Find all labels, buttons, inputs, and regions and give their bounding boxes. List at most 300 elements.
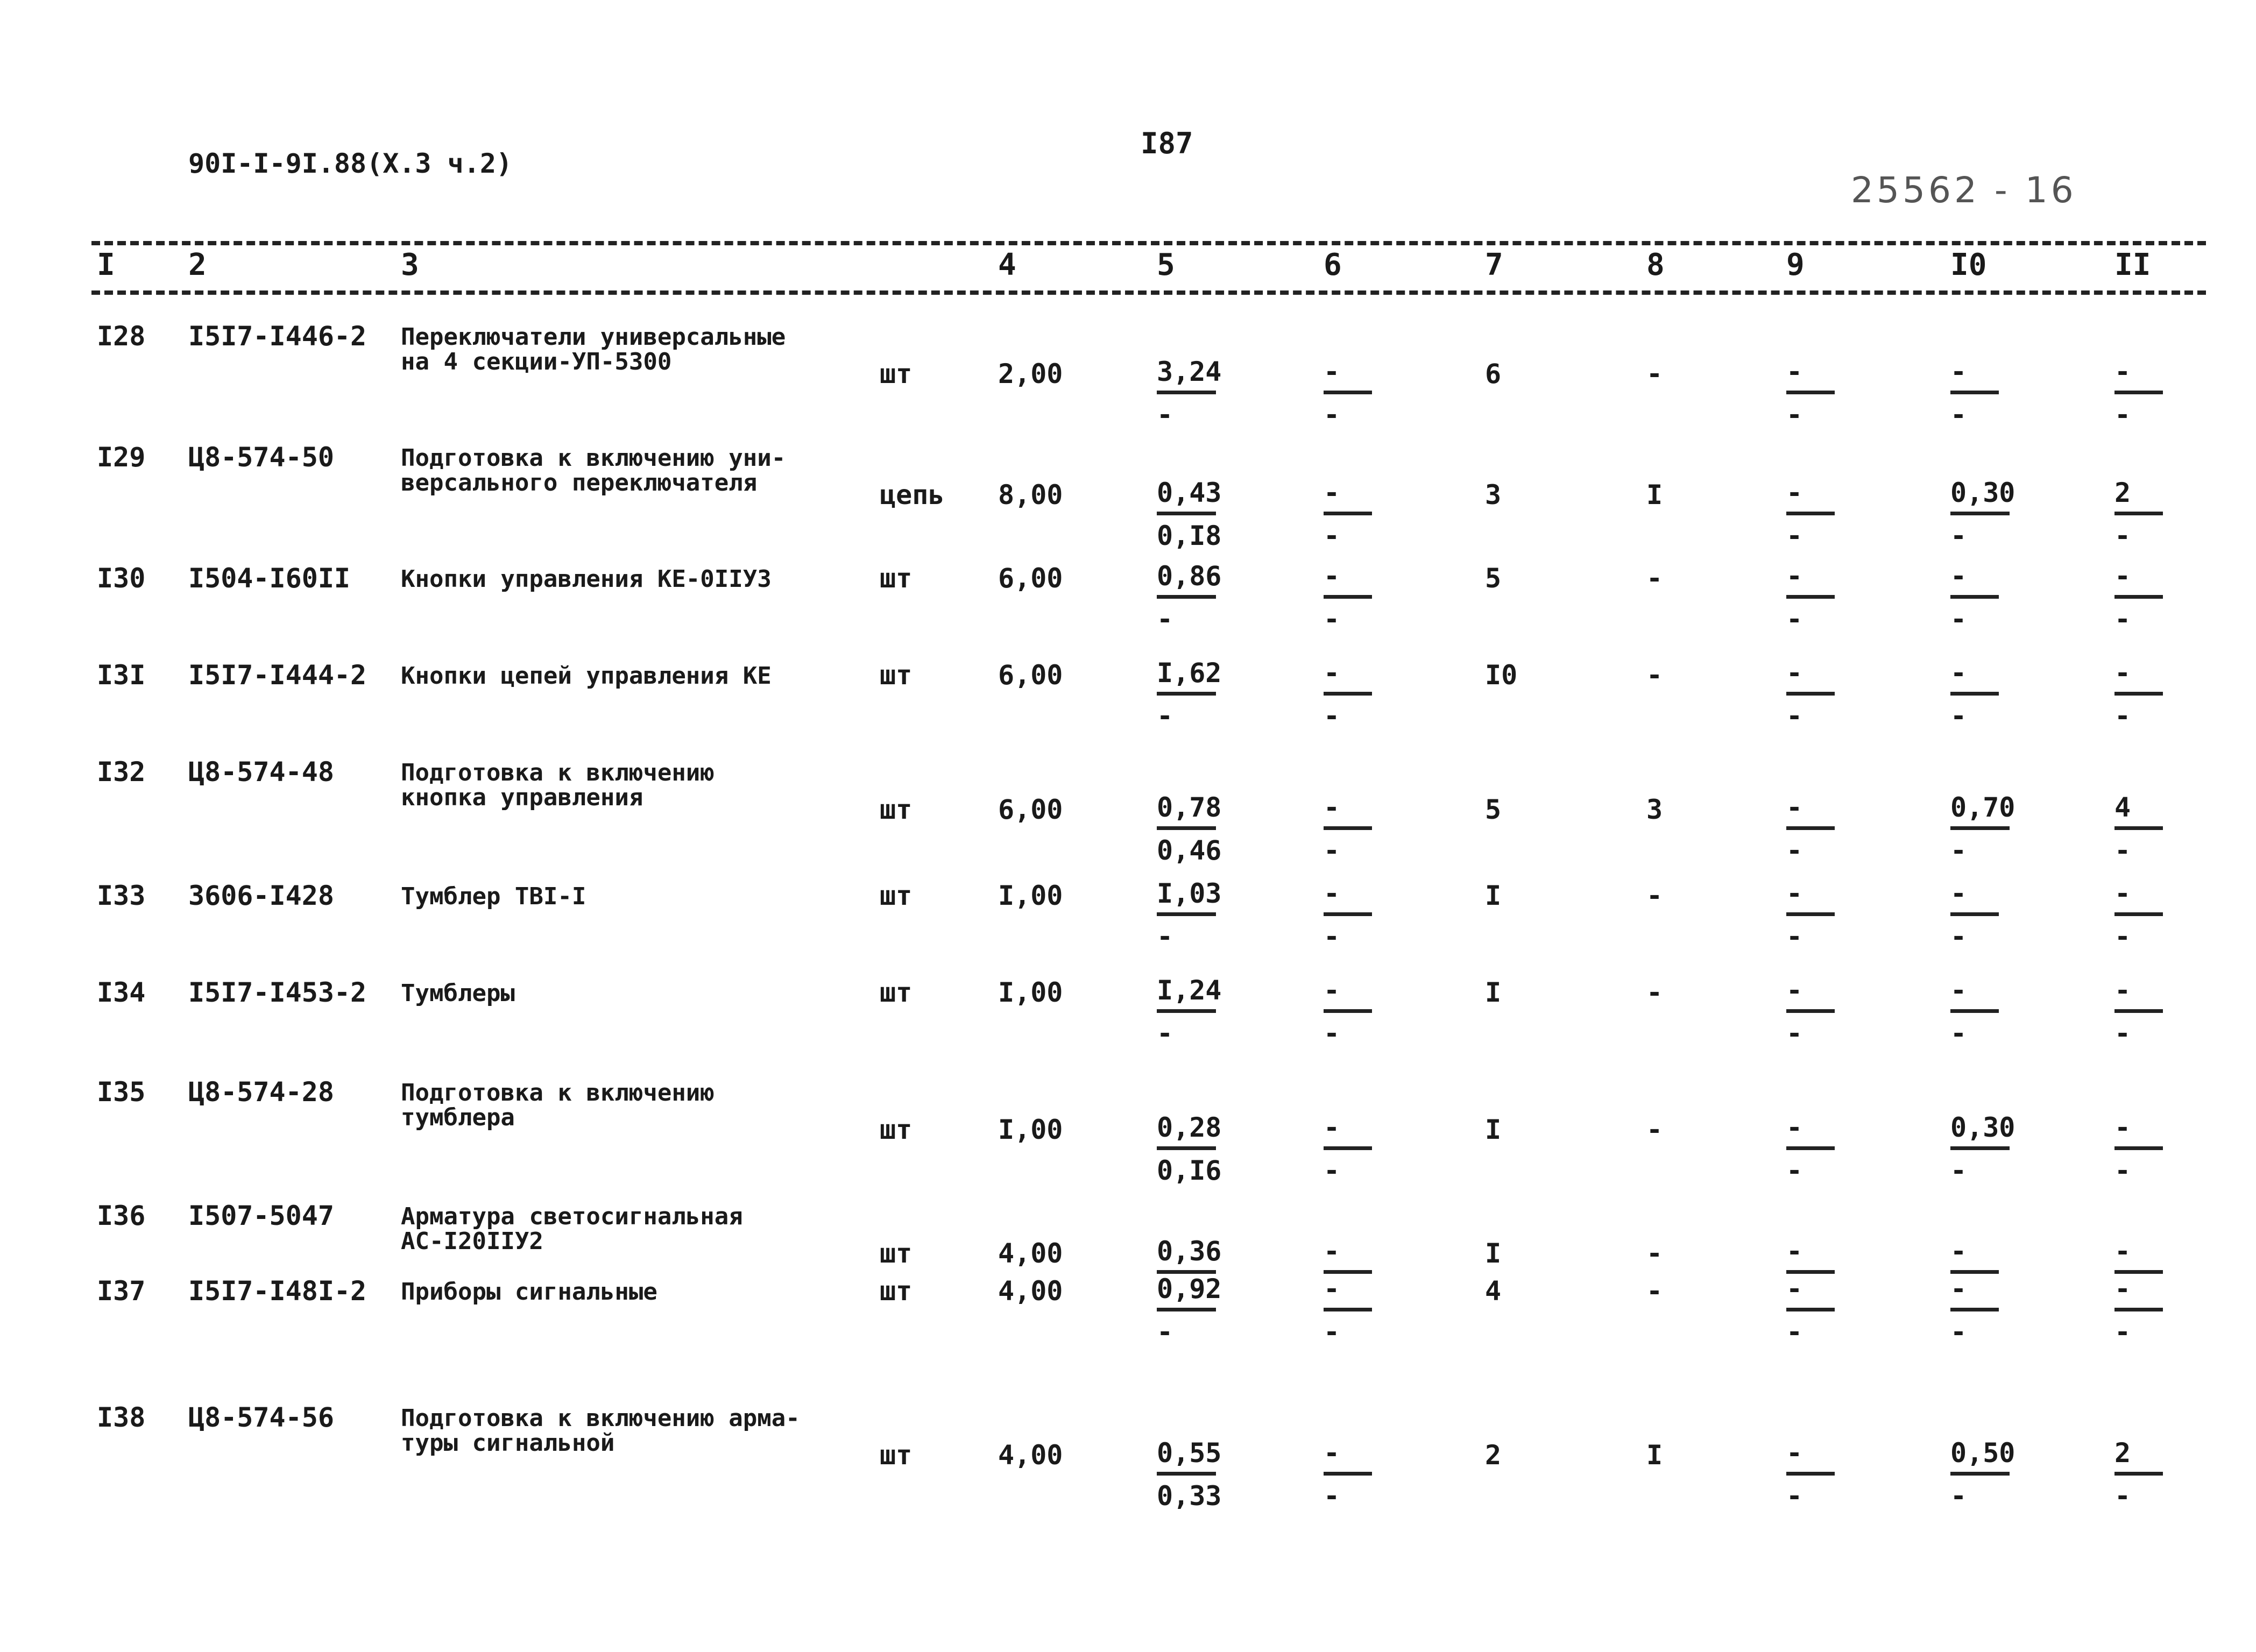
- item-description: Кнопки цепей управления КЕ: [401, 662, 772, 690]
- col7-value: I: [1485, 977, 1502, 1008]
- col5-value-numerator: 0,43: [1157, 477, 1222, 508]
- col5-value-numerator: I,03: [1157, 878, 1222, 909]
- col7-value: 5: [1485, 794, 1502, 825]
- col5-value: [1157, 477, 1221, 551]
- table-header-rule: [91, 290, 2206, 295]
- col5-value-numerator: 0,28: [1157, 1112, 1222, 1143]
- col9-value: [1786, 878, 1835, 952]
- col6-value-numerator: -: [1324, 356, 1340, 387]
- col9-value-numerator: -: [1786, 792, 1803, 823]
- item-description: Подготовка к включению арма-: [401, 1405, 800, 1432]
- col9-value-numerator: -: [1786, 657, 1803, 689]
- col6-value-denominator: -: [1324, 520, 1340, 551]
- col11-value-numerator: -: [2114, 1236, 2131, 1267]
- unit: шт: [880, 563, 913, 594]
- fraction-bar: [1324, 512, 1372, 515]
- col9-value-denominator: -: [1786, 1316, 1803, 1348]
- col10-value: [1950, 657, 1999, 731]
- fraction-bar: [1786, 692, 1835, 696]
- fraction-bar: [2114, 1009, 2163, 1013]
- col9-value: [1786, 792, 1835, 866]
- column-number: 2: [188, 247, 207, 282]
- col7-value: 2: [1485, 1440, 1502, 1471]
- quantity: 4,00: [998, 1275, 1063, 1307]
- column-number: 7: [1485, 247, 1503, 282]
- quantity: 2,00: [998, 358, 1063, 389]
- col5-value-denominator: -: [1157, 700, 1173, 732]
- col9-value-denominator: -: [1786, 1155, 1803, 1186]
- col10-value-numerator: 0,70: [1950, 792, 2015, 823]
- col11-value: [2114, 356, 2163, 430]
- unit: шт: [880, 1114, 913, 1145]
- column-number: 5: [1157, 247, 1175, 282]
- item-description: Тумблер ТВI-I: [401, 883, 586, 910]
- col6-value-numerator: -: [1324, 657, 1340, 689]
- col10-value: [1950, 878, 1999, 952]
- row-number: I28: [97, 321, 146, 352]
- col6-value: [1324, 356, 1372, 430]
- col9-value-denominator: -: [1786, 700, 1803, 732]
- col5-value-numerator: 0,78: [1157, 792, 1222, 823]
- row-number: I32: [97, 756, 146, 788]
- item-description-cont: туры сигнальной: [401, 1429, 615, 1457]
- fraction-bar: [1786, 1472, 1835, 1476]
- col10-value: [1950, 561, 1999, 634]
- col9-value-numerator: -: [1786, 975, 1803, 1006]
- fraction-bar: [1950, 1009, 1999, 1013]
- col5-value-numerator: I,62: [1157, 657, 1222, 689]
- fraction-bar: [1157, 1009, 1216, 1013]
- col8-value: -: [1646, 977, 1663, 1008]
- col10-value: [1950, 356, 1999, 430]
- fraction-bar: [1786, 391, 1835, 394]
- col6-value: [1324, 975, 1372, 1048]
- col5-value: [1157, 1273, 1221, 1347]
- col11-value-denominator: -: [2114, 604, 2131, 635]
- col5-value: [1157, 356, 1221, 430]
- col10-value-numerator: -: [1950, 878, 1967, 909]
- col6-value: [1324, 561, 1372, 634]
- fraction-bar: [1157, 1146, 1216, 1150]
- col6-value-denominator: -: [1324, 835, 1340, 866]
- col11-value: [2114, 657, 2163, 731]
- col11-value: [2114, 561, 2163, 634]
- col11-value-numerator: 2: [2114, 477, 2131, 508]
- col5-value: [1157, 1437, 1221, 1511]
- col6-value-denominator: -: [1324, 399, 1340, 430]
- col11-value: [2114, 975, 2163, 1048]
- col10-value-denominator: -: [1950, 1316, 1967, 1348]
- col6-value-denominator: -: [1324, 1155, 1340, 1186]
- fraction-bar: [1786, 512, 1835, 515]
- column-number: 3: [401, 247, 419, 282]
- fraction-bar: [1157, 595, 1216, 599]
- col9-value-numerator: -: [1786, 1236, 1803, 1267]
- quantity: I,00: [998, 977, 1063, 1008]
- col9-value-numerator: -: [1786, 561, 1803, 592]
- fraction-bar: [1786, 1146, 1835, 1150]
- unit: шт: [880, 794, 913, 825]
- col10-value-numerator: -: [1950, 1273, 1967, 1304]
- fraction-bar: [1786, 912, 1835, 916]
- col9-value-denominator: -: [1786, 1480, 1803, 1512]
- col11-value-denominator: -: [2114, 1155, 2131, 1186]
- col7-value: 5: [1485, 563, 1502, 594]
- col6-value-numerator: -: [1324, 1236, 1340, 1267]
- col11-value: [2114, 792, 2163, 866]
- col11-value-numerator: -: [2114, 975, 2131, 1006]
- col6-value-numerator: -: [1324, 1437, 1340, 1469]
- col5-value-denominator: 0,33: [1157, 1480, 1222, 1512]
- item-description-cont: АС-I20IIУ2: [401, 1228, 543, 1255]
- col10-value: [1950, 1112, 2015, 1186]
- col9-value-numerator: -: [1786, 878, 1803, 909]
- column-number: 9: [1786, 247, 1805, 282]
- col6-value-denominator: -: [1324, 921, 1340, 952]
- fraction-bar: [1324, 1472, 1372, 1476]
- col11-value: [2114, 1273, 2163, 1347]
- price-code: Ц8-574-56: [188, 1402, 334, 1433]
- column-number: I0: [1950, 247, 1987, 282]
- col5-value-numerator: 0,92: [1157, 1273, 1222, 1304]
- price-code: I5I7-I48I-2: [188, 1275, 367, 1307]
- row-number: I36: [97, 1200, 146, 1231]
- col5-value-numerator: 0,86: [1157, 561, 1222, 592]
- col7-value: I0: [1485, 660, 1518, 691]
- unit: шт: [880, 977, 913, 1008]
- col10-value: [1950, 1437, 2015, 1511]
- price-code: Ц8-574-50: [188, 442, 334, 473]
- column-number: II: [2114, 247, 2151, 282]
- col11-value-denominator: -: [2114, 700, 2131, 732]
- col6-value: [1324, 1112, 1372, 1186]
- col5-value-denominator: -: [1157, 604, 1173, 635]
- col7-value: 6: [1485, 358, 1502, 389]
- fraction-bar: [1950, 912, 1999, 916]
- col7-value: 3: [1485, 479, 1502, 511]
- fraction-bar: [1786, 1308, 1835, 1311]
- col9-value: [1786, 477, 1835, 551]
- col11-value: [2114, 477, 2163, 551]
- col11-value: [2114, 1437, 2163, 1511]
- fraction-bar: [2114, 595, 2163, 599]
- fraction-bar: [1157, 1472, 1216, 1476]
- price-code: I5I7-I446-2: [188, 321, 367, 352]
- col10-value-numerator: 0,50: [1950, 1437, 2015, 1469]
- price-code: I5I7-I453-2: [188, 977, 367, 1008]
- col9-value-denominator: -: [1786, 520, 1803, 551]
- col8-value: -: [1646, 563, 1663, 594]
- fraction-bar: [1324, 391, 1372, 394]
- fraction-bar: [1324, 1146, 1372, 1150]
- col6-value: [1324, 1437, 1372, 1511]
- table-top-rule: [91, 241, 2206, 245]
- col10-value-denominator: -: [1950, 1155, 1967, 1186]
- col9-value-denominator: -: [1786, 921, 1803, 952]
- col6-value: [1324, 792, 1372, 866]
- col11-value-denominator: -: [2114, 1316, 2131, 1348]
- fraction-bar: [1157, 912, 1216, 916]
- fraction-bar: [1324, 1009, 1372, 1013]
- col5-value-denominator: 0,I6: [1157, 1155, 1222, 1186]
- fraction-bar: [1324, 595, 1372, 599]
- fraction-bar: [1950, 391, 1999, 394]
- col8-value: I: [1646, 479, 1663, 511]
- col5-value-denominator: -: [1157, 1018, 1173, 1049]
- row-number: I3I: [97, 660, 146, 691]
- col6-value: [1324, 878, 1372, 952]
- col11-value-denominator: -: [2114, 1018, 2131, 1049]
- col5-value-numerator: 3,24: [1157, 356, 1222, 387]
- col10-value-denominator: -: [1950, 1018, 1967, 1049]
- item-description-cont: тумблера: [401, 1104, 515, 1131]
- col9-value-denominator: -: [1786, 399, 1803, 430]
- col9-value-numerator: -: [1786, 356, 1803, 387]
- col9-value-numerator: -: [1786, 1273, 1803, 1304]
- col9-value: [1786, 1437, 1835, 1511]
- fraction-bar: [1786, 826, 1835, 830]
- col9-value: [1786, 1112, 1835, 1186]
- unit: шт: [880, 1440, 913, 1471]
- fraction-bar: [2114, 391, 2163, 394]
- col6-value-denominator: -: [1324, 604, 1340, 635]
- col6-value-denominator: -: [1324, 1316, 1340, 1348]
- fraction-bar: [1324, 1308, 1372, 1311]
- col11-value-numerator: -: [2114, 356, 2131, 387]
- price-code: Ц8-574-48: [188, 756, 334, 788]
- col6-value-denominator: -: [1324, 1018, 1340, 1049]
- col5-value-denominator: 0,I8: [1157, 520, 1222, 551]
- fraction-bar: [1324, 912, 1372, 916]
- col6-value-numerator: -: [1324, 477, 1340, 508]
- fraction-bar: [1324, 826, 1372, 830]
- col10-value-denominator: -: [1950, 700, 1967, 732]
- col10-value-numerator: 0,30: [1950, 1112, 2015, 1143]
- fraction-bar: [2114, 1472, 2163, 1476]
- fraction-bar: [1950, 595, 1999, 599]
- col5-value-denominator: -: [1157, 399, 1173, 430]
- fraction-bar: [1786, 1009, 1835, 1013]
- col10-value-denominator: -: [1950, 835, 1967, 866]
- col6-value-denominator: -: [1324, 1480, 1340, 1512]
- col7-value: 4: [1485, 1275, 1502, 1307]
- quantity: 6,00: [998, 563, 1063, 594]
- col11-value-denominator: -: [2114, 399, 2131, 430]
- quantity: I,00: [998, 880, 1063, 911]
- unit: шт: [880, 880, 913, 911]
- col11-value-denominator: -: [2114, 835, 2131, 866]
- col6-value-numerator: -: [1324, 792, 1340, 823]
- fraction-bar: [2114, 1308, 2163, 1311]
- col10-value-numerator: 0,30: [1950, 477, 2015, 508]
- quantity: 8,00: [998, 479, 1063, 511]
- col5-value-numerator: I,24: [1157, 975, 1222, 1006]
- unit: цепь: [880, 479, 945, 511]
- col6-value: [1324, 477, 1372, 551]
- col5-value: [1157, 1112, 1221, 1186]
- quantity: 4,00: [998, 1440, 1063, 1471]
- col9-value: [1786, 975, 1835, 1048]
- fraction-bar: [1950, 1146, 2010, 1150]
- column-number: I: [97, 247, 115, 282]
- quantity: 6,00: [998, 794, 1063, 825]
- col9-value: [1786, 1273, 1835, 1347]
- row-number: I29: [97, 442, 146, 473]
- item-description-cont: на 4 секции-УП-5300: [401, 348, 672, 375]
- col6-value-numerator: -: [1324, 1112, 1340, 1143]
- unit: шт: [880, 660, 913, 691]
- col7-value: I: [1485, 1114, 1502, 1145]
- col9-value-numerator: -: [1786, 1112, 1803, 1143]
- col10-value-numerator: -: [1950, 975, 1967, 1006]
- col8-value: -: [1646, 880, 1663, 911]
- col6-value-numerator: -: [1324, 878, 1340, 909]
- col5-value: [1157, 561, 1221, 634]
- col10-value-denominator: -: [1950, 520, 1967, 551]
- unit: шт: [880, 358, 913, 389]
- col8-value: -: [1646, 1275, 1663, 1307]
- column-number: 8: [1646, 247, 1665, 282]
- item-description: Подготовка к включению: [401, 759, 715, 786]
- col8-value: 3: [1646, 794, 1663, 825]
- col5-value-denominator: 0,46: [1157, 835, 1222, 866]
- price-code: I507-5047: [188, 1200, 334, 1231]
- column-number: 6: [1324, 247, 1342, 282]
- col11-value: [2114, 878, 2163, 952]
- col5-value: [1157, 878, 1221, 952]
- col8-value: -: [1646, 1114, 1663, 1145]
- col10-value-numerator: -: [1950, 657, 1967, 689]
- col6-value-numerator: -: [1324, 975, 1340, 1006]
- col10-value-numerator: -: [1950, 561, 1967, 592]
- item-description: Подготовка к включению уни-: [401, 444, 786, 472]
- col5-value-numerator: 0,36: [1157, 1236, 1222, 1267]
- item-description: Подготовка к включению: [401, 1079, 715, 1107]
- sheet-number: 25562 - 16: [1851, 169, 2077, 211]
- col11-value-numerator: -: [2114, 657, 2131, 689]
- col11-value-numerator: 4: [2114, 792, 2131, 823]
- col6-value-numerator: -: [1324, 561, 1340, 592]
- col10-value-denominator: -: [1950, 1480, 1967, 1512]
- col10-value-denominator: -: [1950, 604, 1967, 635]
- fraction-bar: [1157, 512, 1216, 515]
- column-number: 4: [998, 247, 1016, 282]
- col10-value-denominator: -: [1950, 921, 1967, 952]
- price-code: 3606-I428: [188, 880, 334, 911]
- fraction-bar: [1786, 595, 1835, 599]
- col10-value: [1950, 477, 2015, 551]
- item-description-cont: кнопка управления: [401, 784, 643, 811]
- unit: шт: [880, 1275, 913, 1307]
- fraction-bar: [2114, 692, 2163, 696]
- col7-value: I: [1485, 1238, 1502, 1269]
- col7-value: I: [1485, 880, 1502, 911]
- quantity: I,00: [998, 1114, 1063, 1145]
- fraction-bar: [1950, 1308, 1999, 1311]
- fraction-bar: [2114, 826, 2163, 830]
- quantity: 6,00: [998, 660, 1063, 691]
- col6-value: [1324, 657, 1372, 731]
- col6-value: [1324, 1273, 1372, 1347]
- item-description: Арматура светосигнальная: [401, 1203, 743, 1230]
- col11-value-numerator: -: [2114, 561, 2131, 592]
- col10-value-numerator: -: [1950, 1236, 1967, 1267]
- fraction-bar: [2114, 1146, 2163, 1150]
- fraction-bar: [1157, 391, 1216, 394]
- col5-value-denominator: -: [1157, 921, 1173, 952]
- fraction-bar: [1324, 692, 1372, 696]
- fraction-bar: [1950, 826, 2010, 830]
- fraction-bar: [1950, 1472, 2010, 1476]
- row-number: I37: [97, 1275, 146, 1307]
- col11-value-denominator: -: [2114, 921, 2131, 952]
- fraction-bar: [1157, 826, 1216, 830]
- fraction-bar: [1157, 1308, 1216, 1311]
- col10-value: [1950, 975, 1999, 1048]
- col10-value: [1950, 1273, 1999, 1347]
- item-description: Тумблеры: [401, 980, 515, 1007]
- col5-value: [1157, 975, 1221, 1048]
- row-number: I38: [97, 1402, 146, 1433]
- page-number: I87: [1141, 126, 1193, 160]
- col9-value-denominator: -: [1786, 1018, 1803, 1049]
- col11-value: [2114, 1112, 2163, 1186]
- col11-value-denominator: -: [2114, 520, 2131, 551]
- item-description: Кнопки управления КЕ-0IIУ3: [401, 565, 772, 593]
- col9-value: [1786, 356, 1835, 430]
- col9-value-denominator: -: [1786, 604, 1803, 635]
- item-description: Переключатели универсальные: [401, 323, 786, 351]
- item-description-cont: версального переключателя: [401, 469, 758, 497]
- col10-value-denominator: -: [1950, 399, 1967, 430]
- col11-value-numerator: -: [2114, 1112, 2131, 1143]
- col5-value-numerator: 0,55: [1157, 1437, 1222, 1469]
- quantity: 4,00: [998, 1238, 1063, 1269]
- unit: шт: [880, 1238, 913, 1269]
- item-description: Приборы сигнальные: [401, 1278, 657, 1306]
- col5-value-denominator: -: [1157, 1316, 1173, 1348]
- col9-value-numerator: -: [1786, 477, 1803, 508]
- row-number: I35: [97, 1076, 146, 1108]
- fraction-bar: [1950, 692, 1999, 696]
- col6-value-denominator: -: [1324, 700, 1340, 732]
- row-number: I30: [97, 563, 146, 594]
- col5-value: [1157, 657, 1221, 731]
- col8-value: -: [1646, 1238, 1663, 1269]
- col9-value-numerator: -: [1786, 1437, 1803, 1469]
- document-code: 90I-I-9I.88(X.3 ч.2): [188, 148, 513, 179]
- fraction-bar: [2114, 512, 2163, 515]
- col11-value-numerator: -: [2114, 878, 2131, 909]
- col5-value: [1157, 792, 1221, 866]
- col8-value: -: [1646, 660, 1663, 691]
- col8-value: I: [1646, 1440, 1663, 1471]
- price-code: I504-I60II: [188, 563, 351, 594]
- fraction-bar: [2114, 912, 2163, 916]
- col11-value-denominator: -: [2114, 1480, 2131, 1512]
- fraction-bar: [1157, 692, 1216, 696]
- col10-value: [1950, 792, 2015, 866]
- col9-value: [1786, 657, 1835, 731]
- col9-value: [1786, 561, 1835, 634]
- row-number: I34: [97, 977, 146, 1008]
- col6-value-numerator: -: [1324, 1273, 1340, 1304]
- fraction-bar: [1950, 512, 2010, 515]
- col11-value-numerator: -: [2114, 1273, 2131, 1304]
- price-code: Ц8-574-28: [188, 1076, 334, 1108]
- price-code: I5I7-I444-2: [188, 660, 367, 691]
- col8-value: -: [1646, 358, 1663, 389]
